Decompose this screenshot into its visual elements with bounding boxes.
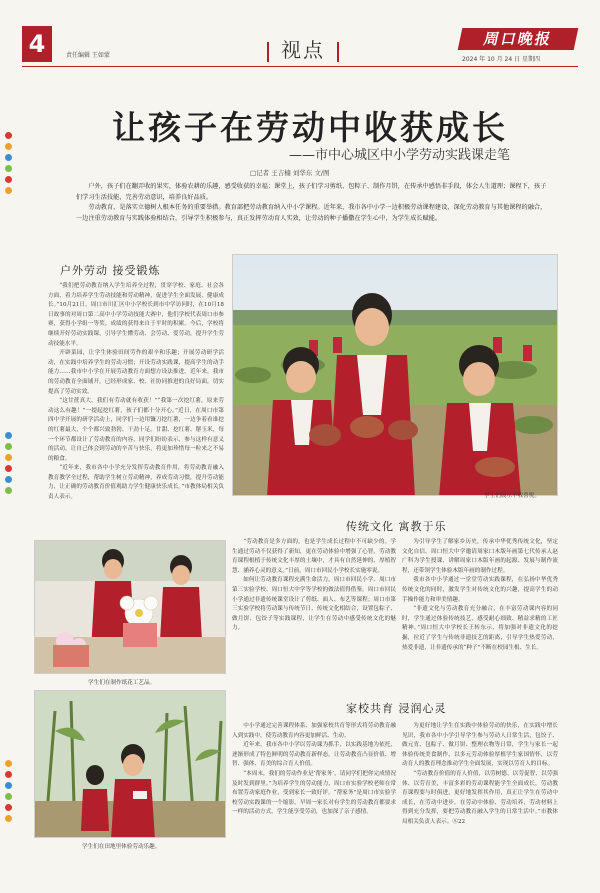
photo-students-harvest-illustration bbox=[233, 255, 558, 496]
paragraph: 我市各中小学通过一堂堂劳动实践课程，在弘扬中华优秀传统文化的同时，激发学生对传统文化的兴趣，提高学生的动手操作能力和审美情趣。 bbox=[402, 577, 558, 603]
photo-students-crafts-illustration bbox=[35, 541, 226, 674]
paragraph: 中小学通过完善课程体系、加强家校共育等形式将劳动教育融入到实践中，使劳动教育内容更加鲜活、生动。 bbox=[232, 723, 396, 739]
photo-students-harvest bbox=[232, 254, 558, 496]
paragraph: “这甘蔗真大，我们有劳动就有收获！”“我第一次挖红薯，原来劳动这么有趣！”一提起挖红薯，孩子们都十分开心。”近日，在周口市第四中学开展的研学活动上，同学们一边用镰刀挖红薯，一边争着看谁挖的红薯最大，个个都兴致勃勃、干劲十足。甘甜、挖红薯、掰玉米，每一个环节都设计了劳动教育的内容，同学们纷纷表示，参与这样有意义的活动，让自己体会到劳动的辛苦与快乐，将更加珍惜每一粒来之不易的粮食。 bbox=[48, 398, 224, 462]
column-outdoor bbox=[48, 282, 224, 532]
section-heading-culture: 传统文化 寓教于乐 bbox=[346, 520, 447, 533]
decorative-dots-bottom bbox=[5, 760, 12, 826]
article-subhead: ——市中心城区中小学劳动实践课走笔 bbox=[288, 148, 510, 163]
paragraph: “我们把劳动教育纳入学生培养全过程，贯穿学校、家庭、社会各方面，着力培养学生劳动技能和劳动精神，促进学生全面发展、健康成长。”10月21日，周口市川汇区中小学校长到市中学访问时，在10月18日故事的对周口第二高中小学劳动技能大赛中，他们学校代表周口市参赛，获得小学组一等奖。成绩的获得来自于平时的积累。今后，学校将继续开好劳动实践课，引导学生懂劳动、会劳动、爱劳动，提升学生劳动技能水平。 bbox=[48, 283, 224, 347]
paragraph: “劳动教育价值的育人价值，以劳树德、以劳促智、以劳强体、以劳育美，丰富多彩的劳动课程能学生全面成长，劳动教育课程要与时俱进，更好地发挥其作用，真正让学生在劳动中成长，在劳动中进步，在劳动中体验、劳动培养，劳动材料上得到充分发挥，要把劳动教育融入学生的日常生活中。”市教体局相关负责人表示。Ⓢ22 bbox=[402, 770, 558, 825]
paragraph: “近年来，我市各中小学充分发挥劳动教育作用，将劳动教育融入教育教学全过程，帮助学生树立劳动精神，养成劳动习惯，提升劳动能力，让正确的劳动教育价值观助力学生健康快乐成长。”市教体局相关负责人表示。 bbox=[48, 465, 224, 501]
photo-caption-harvest: 学生们展示丰收喜悦。 bbox=[484, 493, 540, 499]
lead-paragraph: 户外，孩子们在翻弄收的果实，体验农耕的乐趣，感受收获的幸福；课堂上，孩子们学习剪纸、包粽子、制作月饼，在传承中感悟非手段，体会人生道理；课程下，孩子们学习生活技能，完善劳动意识，培养良好品质。 bbox=[76, 183, 547, 201]
column-culture-left bbox=[232, 538, 396, 690]
page-header bbox=[0, 0, 600, 72]
article-byline: □记者 王吉楠 刘华东 文/图 bbox=[250, 169, 330, 177]
header-rule bbox=[22, 66, 578, 67]
newspaper-logo: 周口晚报 bbox=[458, 28, 579, 50]
paragraph: 如何让劳动教育课程充满生命活力，周口市回民小学、周口市第三实验学校、周口恒大中学等学校的做法值得借鉴。周口市回民小学通过非遗传统课堂设计了剪纸、面人、布艺等课程；周口市第三实验学校将劳动课与传统节日、传统文化相结合，设置包粽子、做月饼、包饺子等实践课程，让学生在劳动中感受传统文化的魅力。 bbox=[232, 577, 396, 632]
article-lead bbox=[76, 182, 550, 224]
column-culture-right bbox=[402, 538, 558, 690]
photo-caption-field: 学生们在田地里体验劳动乐趣。 bbox=[82, 844, 161, 850]
paragraph: 开辟菜园，让学生体验田间劳作的艰辛和乐趣；开展劳动研学活动，在实践中培养学生的劳动习惯；开设劳动实践课，提高学生的动手能力……我市中小学在开展劳动教育方面想方设法推进。近年来，我市的劳动教育全面铺开，已经形成家、校、社协同推进的良好局面，切实提高了劳动实效。 bbox=[48, 350, 224, 395]
section-title: 视点 bbox=[255, 34, 351, 63]
photo-caption-crafts: 学生们在制作纸花工艺品。 bbox=[88, 680, 156, 686]
section-heading-family: 家校共育 浸润心灵 bbox=[346, 702, 447, 715]
editor-line: 责任编辑 王如蒙 bbox=[66, 52, 110, 59]
photo-students-field-illustration bbox=[35, 691, 226, 838]
page-number: 4 bbox=[22, 26, 52, 62]
photo-students-field bbox=[34, 690, 226, 838]
section-heading-outdoor: 户外劳动 接受锻炼 bbox=[60, 264, 161, 277]
decorative-dots-top bbox=[5, 132, 12, 198]
paragraph: “劳动教育是多方面的，也是学生成长过程中不可缺少的。学生通过劳动不仅获得了新知，更在劳动体验中增强了心智，劳动教育课程根植于传统文化丰厚的土壤中，才具有自然延伸的、厚植智慧、涵养心灵的意义。”日前，周口市回民小学校长实施零说。 bbox=[232, 539, 396, 574]
decorative-dots-mid bbox=[5, 432, 12, 498]
column-family-left bbox=[232, 722, 396, 862]
article-headline: 让孩子在劳动中收获成长 bbox=[112, 108, 508, 147]
lead-paragraph: 劳动教育，是落实立德树人根本任务的重要举措。教育部把劳动教育纳入中小学课程。近年来，我市各中小学一边积极劳动课程建设，深化劳动教育与其他课程的融合，一边注重劳动教育与实践体验相结合，引导学生积极参与，真正发挥劳动育人实效，让劳动的种子播撒在学生心中，为学生成长赋能。 bbox=[76, 204, 547, 222]
paragraph: “非遗文化与劳动教育充分融合，在丰富劳动课内容的同时，学生通过体验传统技艺，感受耐心细致、精益求精的工匠精神。”周口恒大中学校长王转东示，将加强对非遗文化的挖掘，拉近了学生与传统非遗技艺的距离，引导学生热爱劳动，热爱非遗，让非遗传承的“种子”不断在校园生根、生长。 bbox=[402, 606, 558, 651]
photo-students-crafts bbox=[34, 540, 226, 674]
paragraph: 近年来，我市各中小学以劳动课为抓手，以实践基地为依托，逐渐形成了特色鲜明的劳动教育新样态。让劳动教育凸显价值、增智、强体、育美的综合育人价值。 bbox=[232, 742, 396, 768]
paragraph: “本周末，我们的劳动作业是‘帮家务’，请同学们把你完成情况及时发到群里。”为培养学生的劳动能力，周口市实验学校老师在常布置劳动家庭作业，受到家长一致好评。“帮家务”是周口市实验学校劳动实践课的一个缩影。早周一家长对有学生的劳动教育都要求一样的活动方式，学生能享受劳动，也加深了亲子感情。 bbox=[232, 770, 396, 816]
date-line: 2024 年 10 月 24 日 星期四 bbox=[462, 56, 540, 63]
column-family-right bbox=[402, 722, 558, 862]
paragraph: 为更好地让学生在实践中体验劳动的快乐，在实践中增长见识，我市各中小学引导学生参与劳动人日常生活，包饺子、做元宵、包粽子、做月饼、整理衣物等日常，学生与家长一起体验传统美食制作，以多元劳动体验厚植学生家国情怀，以劳动育人的教育理念推动学生全面发展，实现以劳育人的目标。 bbox=[402, 723, 558, 768]
paragraph: 为引导学生了解家乡历史，传承中华优秀传统文化，坚定文化自信，周口恒大中学邀请周家口木版年画第七代传承人赵广科为学生授课，讲解周家口木版年画的起源、发展与制作流程，还带领学生体验木版年画的制作过程。 bbox=[402, 539, 558, 574]
